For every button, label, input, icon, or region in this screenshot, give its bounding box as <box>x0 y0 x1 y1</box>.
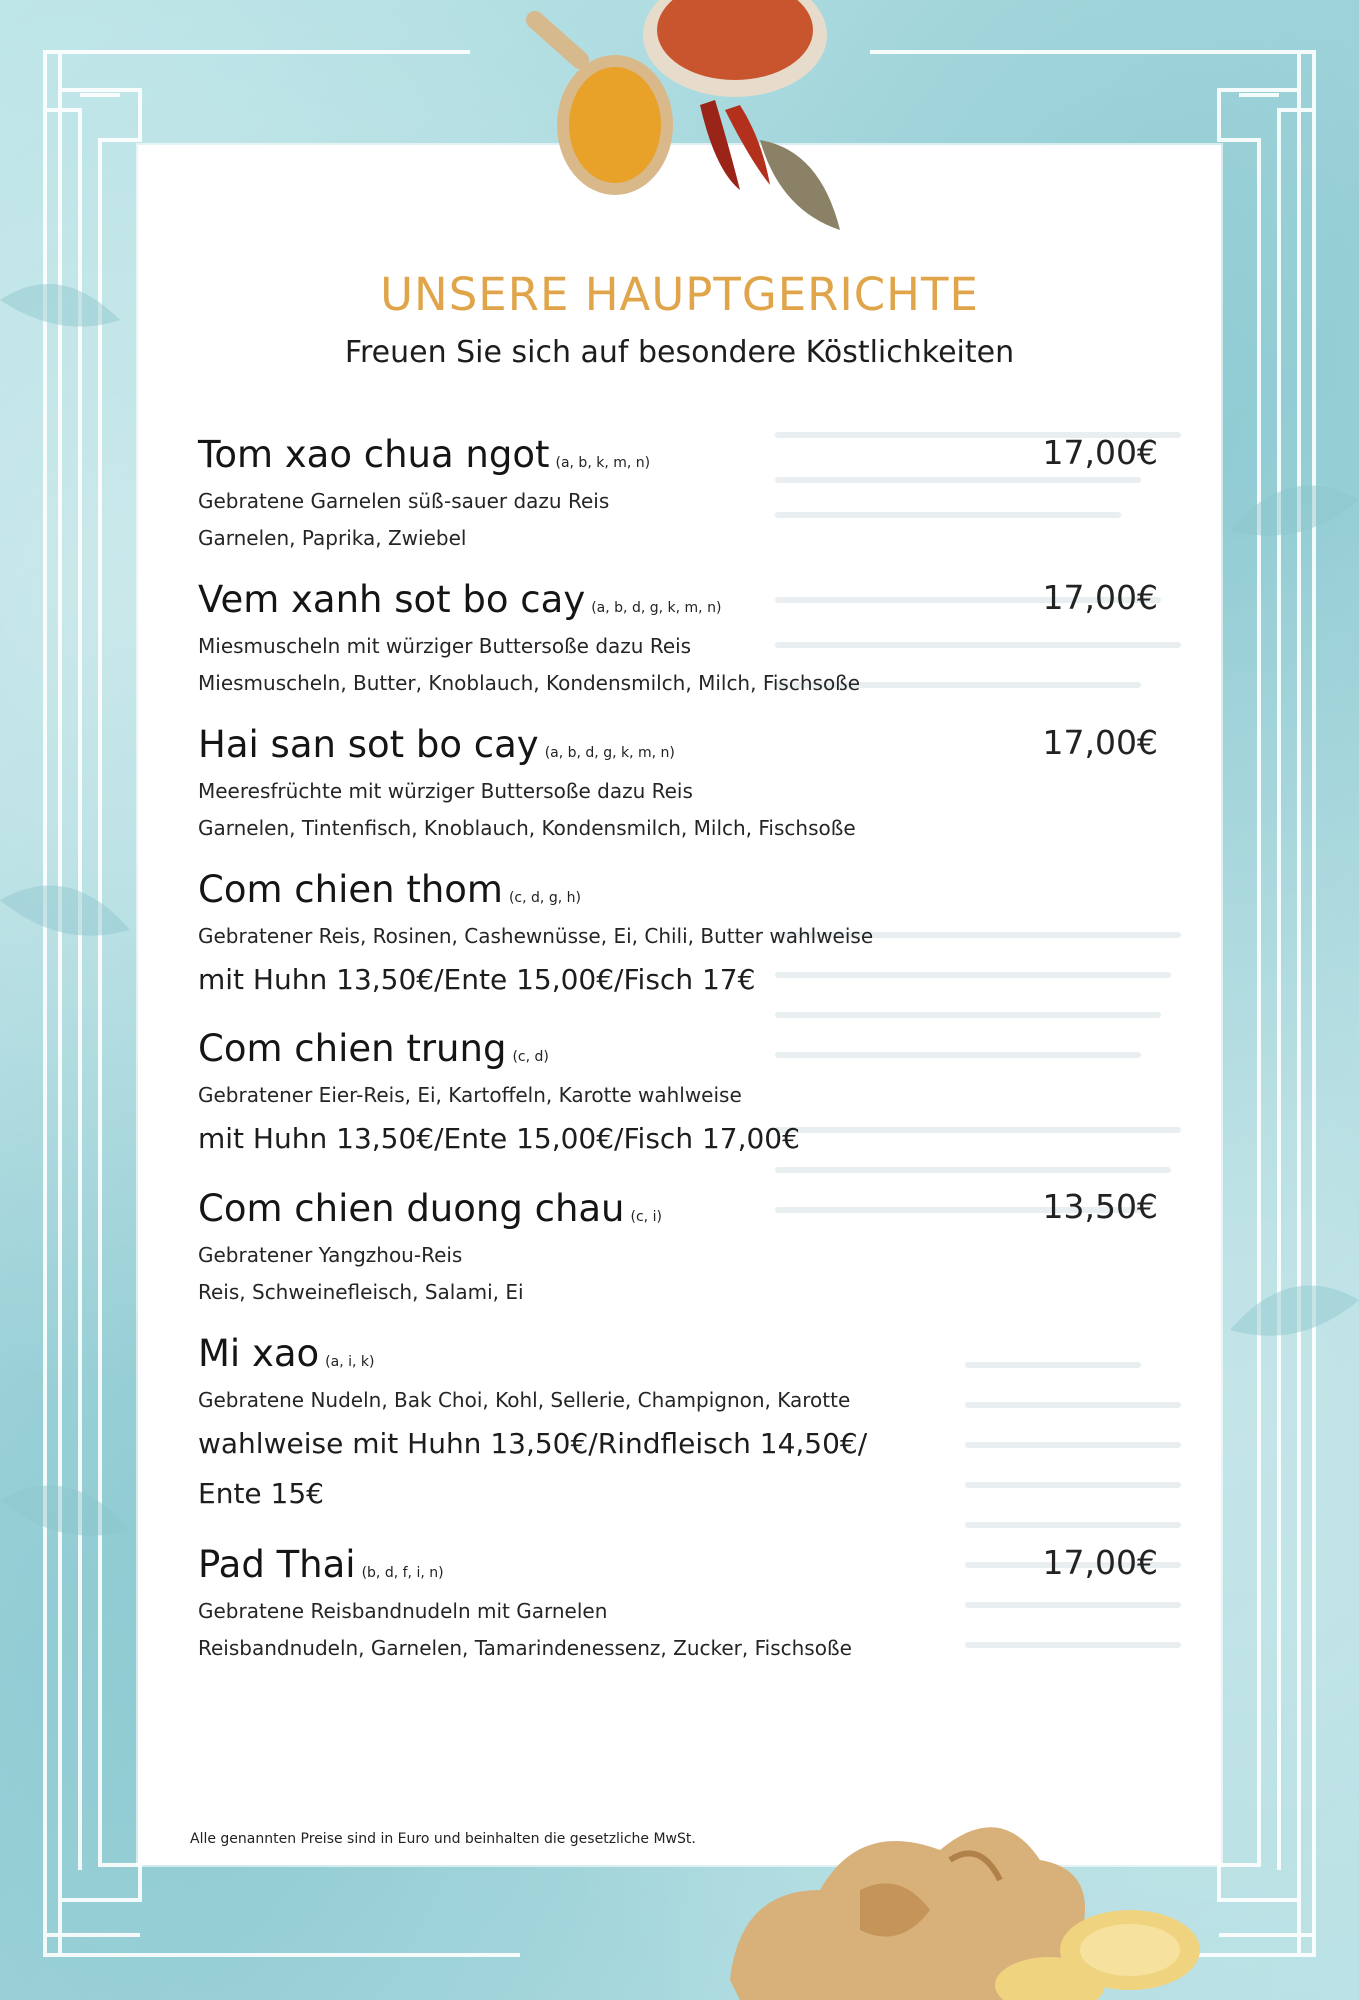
menu-item <box>198 1027 1158 1164</box>
page-title: UNSERE HAUPTGERICHTE <box>380 268 979 321</box>
dish-ingredients: Miesmuscheln, Butter, Knoblauch, Kondensmilch, Milch, Fischsoße <box>198 671 861 695</box>
dish-description: Gebratener Reis, Rosinen, Cashewnüsse, Ei, Chili, Butter wahlweise <box>198 924 874 948</box>
dish-ingredients: Reisbandnudeln, Garnelen, Tamarindenessenz, Zucker, Fischsoße <box>198 1636 852 1660</box>
dish-options: wahlweise mit Huhn 13,50€/Rindfleisch 14,50€/ <box>198 1427 868 1460</box>
dish-name: Tom xao chua ngot <box>198 433 550 476</box>
dish-ingredients: Garnelen, Tintenfisch, Knoblauch, Kondensmilch, Milch, Fischsoße <box>198 816 856 840</box>
dish-options: mit Huhn 13,50€/Ente 15,00€/Fisch 17,00€ <box>198 1122 800 1155</box>
menu-item <box>198 868 1158 1005</box>
dish-name: Vem xanh sot bo cay <box>198 578 586 621</box>
dish-name: Com chien trung <box>198 1027 507 1070</box>
dish-description: Gebratener Yangzhou-Reis <box>198 1243 463 1267</box>
dish-ingredients: Garnelen, Paprika, Zwiebel <box>198 526 467 550</box>
dish-description: Meeresfrüchte mit würziger Buttersoße dazu Reis <box>198 779 693 803</box>
dish-name: Com chien duong chau <box>198 1187 625 1230</box>
dish-price: 13,50€ <box>1042 1187 1158 1226</box>
menu-item <box>198 433 1158 557</box>
dish-name: Hai san sot bo cay <box>198 723 539 766</box>
spice-bowl-icon <box>500 0 860 240</box>
menu-item <box>198 1187 1158 1311</box>
dish-price: 17,00€ <box>1042 433 1158 472</box>
page-subtitle: Freuen Sie sich auf besondere Köstlichkeiten <box>344 335 1015 370</box>
dish-name: Com chien thom <box>198 868 503 911</box>
allergen-codes: (a, i, k) <box>325 1354 375 1370</box>
allergen-codes: (c, d) <box>512 1049 549 1065</box>
dish-description: Gebratene Nudeln, Bak Choi, Kohl, Sellerie, Champignon, Karotte <box>198 1388 851 1412</box>
allergen-codes: (c, d, g, h) <box>508 890 581 906</box>
price-note: Alle genannten Preise sind in Euro und beinhalten die gesetzliche MwSt. <box>190 1831 696 1847</box>
allergen-codes: (b, d, f, i, n) <box>361 1565 444 1581</box>
dish-name: Mi xao <box>198 1332 320 1375</box>
dish-price: 17,00€ <box>1042 578 1158 617</box>
dish-price: 17,00€ <box>1042 1543 1158 1582</box>
dish-options: Ente 15€ <box>198 1477 324 1510</box>
menu-item <box>198 1332 1158 1519</box>
dish-ingredients: Reis, Schweinefleisch, Salami, Ei <box>198 1280 524 1304</box>
ginger-icon <box>700 1760 1220 2000</box>
allergen-codes: (a, b, k, m, n) <box>555 455 651 471</box>
dish-description: Gebratener Eier-Reis, Ei, Kartoffeln, Karotte wahlweise <box>198 1083 742 1107</box>
allergen-codes: (a, b, d, g, k, m, n) <box>591 600 722 616</box>
allergen-codes: (c, i) <box>630 1209 662 1225</box>
dish-description: Gebratene Garnelen süß-sauer dazu Reis <box>198 489 610 513</box>
menu-item <box>198 723 1158 847</box>
dish-name: Pad Thai <box>198 1543 356 1586</box>
dish-options: mit Huhn 13,50€/Ente 15,00€/Fisch 17€ <box>198 963 756 996</box>
dish-price: 17,00€ <box>1042 723 1158 762</box>
menu-item <box>198 578 1158 702</box>
dish-description: Miesmuscheln mit würziger Buttersoße dazu Reis <box>198 634 692 658</box>
menu-item <box>198 1543 1158 1667</box>
allergen-codes: (a, b, d, g, k, m, n) <box>544 745 675 761</box>
dish-description: Gebratene Reisbandnudeln mit Garnelen <box>198 1599 608 1623</box>
